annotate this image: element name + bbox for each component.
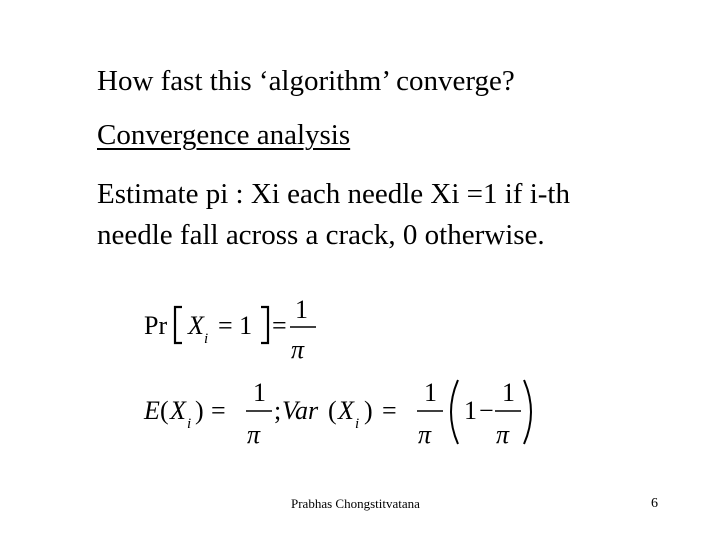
slide-question: How fast this ‘algorithm’ converge?	[97, 65, 515, 97]
formula-lparen-1: (	[160, 396, 169, 425]
formula-lparen-2: (	[328, 396, 337, 425]
slide-body-line-2: needle fall across a crack, 0 otherwise.	[97, 219, 545, 251]
formula-x-2: X	[338, 396, 354, 425]
formula-denominator-2: π	[418, 420, 432, 449]
slide-body-line-1: Estimate pi : Xi each needle Xi =1 if i-th	[97, 178, 570, 210]
formula-subscript-i: i	[204, 331, 209, 347]
slide-heading: Convergence analysis	[97, 119, 351, 151]
formula-numerator-1: 1	[253, 378, 266, 407]
big-left-paren	[451, 380, 458, 444]
formula-x: X	[188, 311, 204, 340]
formula-one: 1	[464, 396, 477, 425]
formula-x-1: X	[170, 396, 186, 425]
formula-numerator: 1	[295, 295, 308, 324]
formula-probability	[140, 290, 340, 365]
page-number: 6	[651, 496, 658, 511]
formula-pr: Pr	[144, 311, 168, 340]
formula-denominator-1: π	[247, 420, 261, 449]
formula-expectation-variance	[140, 372, 540, 452]
formula-equals-2: =	[382, 396, 397, 425]
formula-subscript-i-2: i	[355, 416, 360, 432]
formula-equals: =	[272, 311, 287, 340]
formula-equals-1: =	[211, 396, 226, 425]
formula-equals-one: = 1	[218, 311, 253, 340]
formula-e: E	[144, 396, 160, 425]
formula-semicolon: ;	[274, 396, 282, 425]
formula-rparen-2: )	[364, 396, 373, 425]
formula-rparen-1: )	[195, 396, 204, 425]
formula-denominator-3: π	[496, 420, 510, 449]
left-bracket	[175, 307, 182, 343]
right-bracket	[261, 307, 268, 343]
formula-subscript-i-1: i	[187, 416, 192, 432]
formula-numerator-2: 1	[424, 378, 437, 407]
formula-var: Var	[282, 396, 319, 425]
formula-minus: −	[479, 396, 494, 425]
formula-denominator: π	[291, 335, 305, 364]
big-right-paren	[524, 380, 531, 444]
footer-author: Prabhas Chongstitvatana	[291, 496, 420, 511]
formula-numerator-3: 1	[502, 378, 515, 407]
